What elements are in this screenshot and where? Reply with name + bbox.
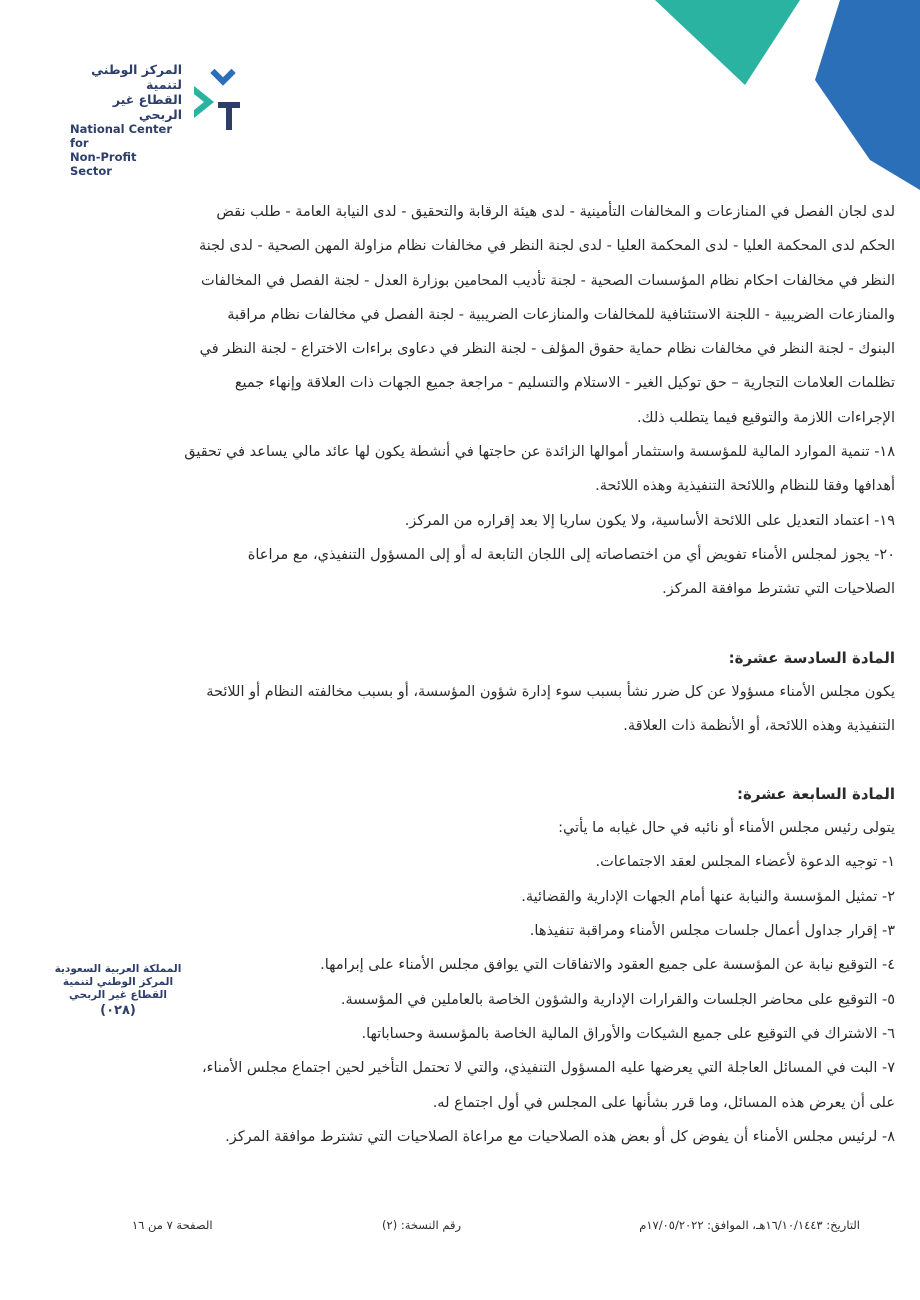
article-17-item: ٧- البت في المسائل العاجلة التي يعرضها عليه المسؤول التنفيذي، والتي لا تحتمل التأخير لحين اجتماع مجلس الأمناء، [201, 1060, 895, 1077]
intro-line: الإجراءات اللازمة والتوقيع فيما يتطلب ذلك. [637, 409, 895, 426]
article-17-item: ٥- التوقيع على محاضر الجلسات والقرارات الإدارية والشؤون الخاصة بالعاملين في المؤسسة. [340, 991, 895, 1008]
intro-line: والمنازعات الضريبية - اللجنة الاستئنافية للمخالفات والمنازعات الضريبية - لجنة الفصل في مخالفات نظام مراقبة [227, 306, 895, 323]
article-16-title: المادة السادسة عشرة: [728, 648, 895, 667]
official-stamp [52, 963, 184, 1019]
corner-blue-shape [815, 0, 920, 190]
logo-english-line1: National Center for [70, 122, 173, 150]
intro-line: لدى لجان الفصل في المنازعات و المخالفات التأمينية - لدى هيئة الرقابة والتحقيق - لدى النيابة العامة - طلب نقض [216, 204, 895, 220]
document-body [60, 195, 895, 1154]
item-18-line1: ١٨- تنمية الموارد المالية للمؤسسة واستثمار أموالها الزائدة عن حاجتها في أنشطة يكون لها عائد مالي يساعد في تحقيق [184, 444, 895, 461]
article-17-item: ٤- التوقيع نيابة عن المؤسسة على جميع العقود والاتفاقات التي يوافق مجلس الأمناء على إبرامها. [320, 957, 895, 974]
item-20-line1: ٢٠- يجوز لمجلس الأمناء تفويض أي من اختصاصاته إلى اللجان التابعة له أو إلى المسؤول التنفيذي، مع مراعاة [247, 546, 895, 563]
item-19: ١٩- اعتماد التعديل على اللائحة الأساسية، ولا يكون ساريا إلا بعد إقراره من المركز. [404, 512, 895, 529]
logo-text [70, 62, 182, 178]
intro-line: النظر في مخالفات احكام نظام المؤسسات الصحية - لجنة تأديب المحامين بوزارة العدل - لجنة الفصل في المخالفات [201, 272, 895, 289]
article-16-line1: يكون مجلس الأمناء مسؤولا عن كل ضرر نشأ بسبب سوء إدارة شؤون المؤسسة، أو بسبب مخالفته النظام أو اللائحة [206, 683, 895, 700]
article-17-item: ٢- تمثيل المؤسسة والنيابة عنها أمام الجهات الإدارية والقضائية. [521, 888, 895, 905]
footer-date: التاريخ: ١٦/١٠/١٤٤٣هـ، الموافق: ١٧/٠٥/٢٠٢٢م [639, 1218, 860, 1232]
article-16-line2: التنفيذية وهذه اللائحة، أو الأنظمة ذات العلاقة. [623, 717, 895, 734]
intro-line: البنوك - لجنة النظر في مخالفات نظام حماية حقوق المؤلف - لجنة النظر في دعاوى براءات الاختراع - لجنة النظر في [199, 341, 895, 358]
item-18-line2: أهدافها وفقا للنظام واللائحة التنفيذية وهذه اللائحة. [595, 478, 895, 495]
stamp-line3: القطاع غير الربحي [69, 989, 167, 1001]
logo-mark-icon [188, 62, 248, 134]
spacer [60, 607, 895, 641]
intro-line: الحكم لدى المحكمة العليا - لدى المحكمة العليا - لدى لجنة النظر في مخالفات نظام مزاولة المهن الصحية - لدى لجنة [199, 238, 895, 255]
footer-copy-number: رقم النسخة: (٢) [382, 1218, 462, 1232]
logo-english-line2: Non-Profit Sector [70, 150, 137, 178]
stamp-line1: المملكة العربية السعودية [54, 963, 182, 975]
item-20-line2: الصلاحيات التي تشترط موافقة المركز. [662, 581, 895, 598]
footer-page-number: الصفحة ٧ من ١٦ [132, 1218, 213, 1232]
article-17-item: ١- توجيه الدعوة لأعضاء المجلس لعقد الاجتماعات. [595, 854, 895, 871]
stamp-line2: المركز الوطني لتنمية [62, 976, 174, 988]
stamp-number: (٠٢٨) [100, 1003, 136, 1018]
corner-teal-triangle [655, 0, 800, 85]
article-17-intro: يتولى رئيس مجلس الأمناء أو نائبه في حال غيابه ما يأتي: [558, 820, 895, 837]
intro-line: تظلمات العلامات التجارية – حق توكيل الغير - الاستلام والتسليم - مراجعة جميع الجهات ذات العلاقة وإنهاء جميع [234, 375, 895, 392]
article-17-title: المادة السابعة عشرة: [736, 785, 895, 804]
article-17-item: ٨- لرئيس مجلس الأمناء أن يفوض كل أو بعض هذه الصلاحيات مع مراعاة الصلاحيات التي تشترط موافقة المركز. [225, 1128, 895, 1145]
article-17-item: على أن يعرض هذه المسائل، وما قرر بشأنها على المجلس في أول اجتماع له. [432, 1094, 895, 1111]
logo-arabic-line2: القطاع غير الربحي [112, 92, 182, 122]
article-17-item: ٦- الاشتراك في التوقيع على جميع الشيكات والأوراق المالية الخاصة بالمؤسسة وحساباتها. [361, 1025, 895, 1042]
logo-arabic-line1: المركز الوطني لتنمية [91, 62, 182, 92]
article-17-item: ٣- إقرار جداول أعمال جلسات مجلس الأمناء ومراقبة تنفيذها. [529, 923, 895, 940]
center-logo [70, 62, 250, 178]
spacer [60, 743, 895, 777]
